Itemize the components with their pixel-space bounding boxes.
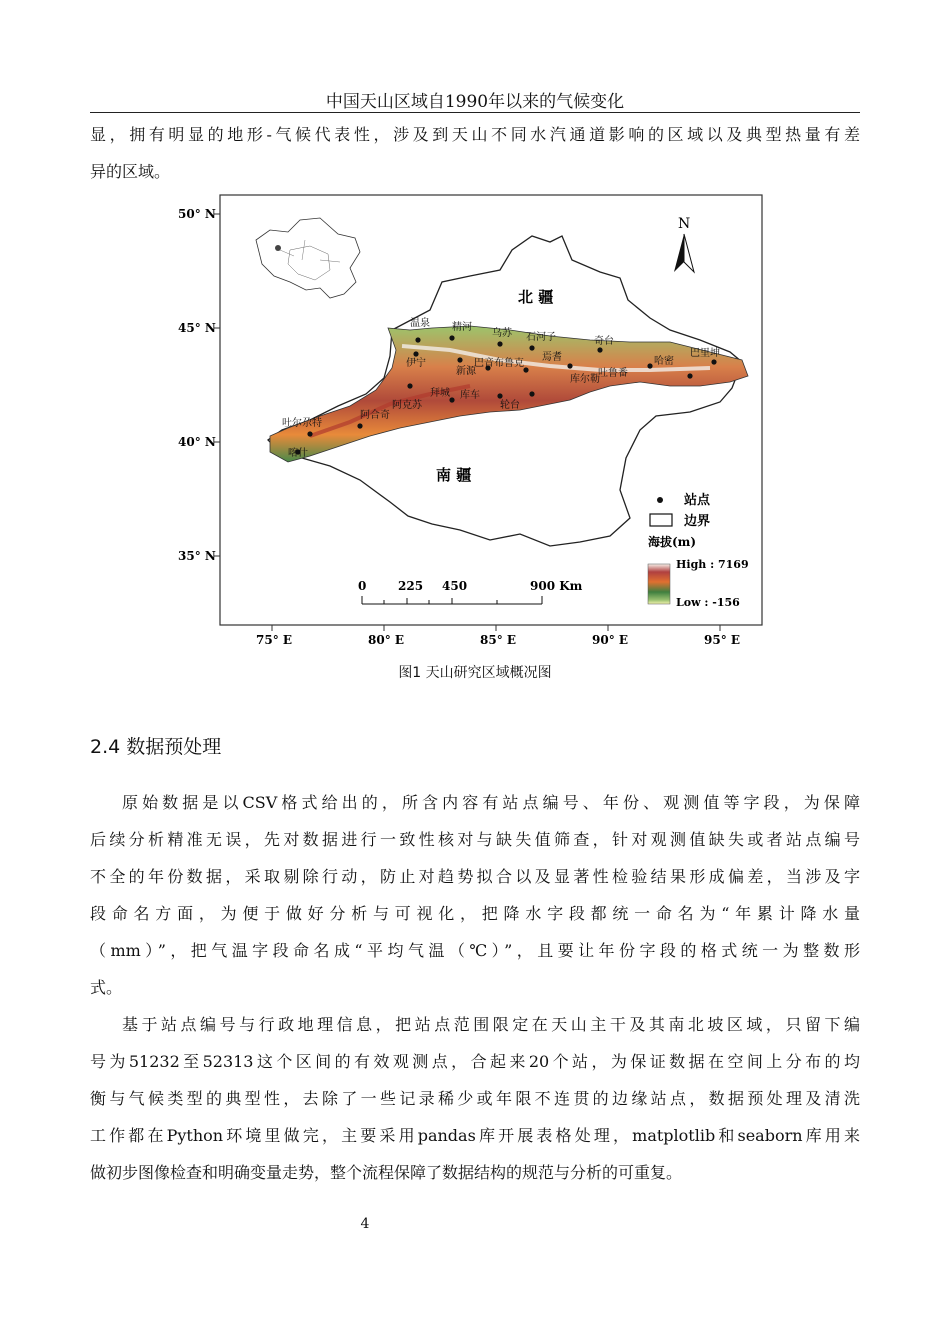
text-line: 式。 (90, 978, 123, 997)
station-legend-icon (657, 497, 663, 503)
lat-axis (178, 207, 220, 563)
section-heading: 2.4 数据预处理 (90, 736, 222, 758)
station-name: 新源 (456, 366, 476, 377)
legend-elevation-title: 海拔(m) (648, 535, 697, 549)
lon-label: 85° E (480, 633, 517, 647)
lat-label: 50° N (178, 207, 216, 221)
text-line: 衡与气候类型的典型性，去除了一些记录稀少或年限不连贯的边缘站点，数据预处理及清洗 (90, 1089, 860, 1108)
legend-station-label: 站点 (684, 493, 711, 508)
station-point (597, 347, 602, 352)
text-line: 做初步图像检查和明确变量走势，整个流程保障了数据结构的规范与分析的可重复。 (90, 1163, 683, 1182)
station-point (449, 397, 454, 402)
boundary-legend-icon (650, 514, 672, 526)
figure-caption: 图1 天山研究区域概况图 (398, 665, 552, 681)
station-name: 轮台 (500, 400, 520, 411)
station-point (523, 367, 528, 372)
station-point (529, 345, 534, 350)
lon-label: 80° E (368, 633, 405, 647)
svg-text:225: 225 (398, 579, 424, 593)
study-area-map (170, 190, 780, 650)
station-name: 伊宁 (406, 358, 426, 369)
station-name: 温泉 (410, 318, 430, 329)
header-rule (90, 112, 860, 113)
text-line: （mm）”，把气温字段命名成“平均气温（℃）”，且要让年份字段的格式统一为整数形 (90, 941, 860, 960)
station-name: 库车 (460, 390, 480, 401)
lat-label: 40° N (178, 435, 216, 449)
station-point (687, 373, 692, 378)
station-point (457, 357, 462, 362)
svg-text:0: 0 (358, 579, 367, 593)
svg-text:900 Km: 900 Km (530, 579, 583, 593)
text-line: 号为51232至52313这个区间的有效观测点，合起来20个站，为保证数据在空间上分布的均 (90, 1052, 860, 1071)
text-line: 后续分析精准无误，先对数据进行一致性核对与缺失值筛查，针对观测值缺失或者站点编号 (90, 830, 860, 849)
station-point (497, 393, 502, 398)
svg-text:450: 450 (442, 579, 468, 593)
station-name: 精河 (452, 322, 472, 333)
text-line: 原始数据是以CSV格式给出的，所含内容有站点编号、年份、观测值等字段，为保障 (122, 793, 860, 812)
station-point (307, 431, 312, 436)
lon-label: 90° E (592, 633, 629, 647)
station-point (357, 423, 362, 428)
legend-boundary-label: 边界 (684, 514, 711, 529)
region-label-south: 南 疆 (436, 466, 472, 484)
text-line: 基于站点编号与行政地理信息，把站点范围限定在天山主干及其南北坡区域，只留下编 (122, 1015, 860, 1034)
station-point (413, 351, 418, 356)
station-name: 拜城 (430, 388, 450, 399)
station-name: 哈密 (654, 356, 674, 367)
region-label-north: 北 疆 (518, 288, 554, 306)
station-point (647, 363, 652, 368)
text-line: 不全的年份数据，采取剔除行动，防止对趋势拟合以及显著性检验结果形成偏差，当涉及字 (90, 867, 860, 886)
paragraph-preprocessing (90, 784, 860, 1006)
station-name: 吐鲁番 (598, 368, 628, 379)
intro-paragraph (90, 116, 860, 190)
station-name: 焉耆 (542, 352, 562, 363)
legend-low-label: Low : -156 (676, 596, 740, 609)
station-point (711, 359, 716, 364)
legend-high-label: High : 7169 (676, 558, 749, 571)
station-name: 喀什 (288, 448, 308, 459)
lat-label: 45° N (178, 321, 216, 335)
text-line: 异的区域。 (90, 162, 171, 181)
station-name: 巴音布鲁克 (474, 358, 524, 369)
station-point (497, 341, 502, 346)
page-header: 中国天山区域自1990年以来的气候变化 (325, 92, 625, 112)
lon-label: 75° E (256, 633, 293, 647)
svg-text:N: N (678, 216, 691, 232)
station-point (567, 363, 572, 368)
text-line: 工作都在Python环境里做完，主要采用pandas库开展表格处理，matplotlib和seaborn库用来 (90, 1126, 860, 1145)
elevation-colorbar (648, 564, 670, 604)
station-point (415, 337, 420, 342)
station-name: 奇台 (594, 336, 614, 347)
paragraph-station-selection (90, 1006, 860, 1191)
station-name: 阿克苏 (392, 400, 422, 411)
station-point (449, 335, 454, 340)
station-name: 阿合奇 (360, 410, 390, 421)
station-point (407, 383, 412, 388)
station-name: 乌苏 (492, 328, 512, 339)
lon-axis (256, 625, 740, 647)
station-name: 库尔勒 (570, 374, 600, 385)
station-name: 吐尔尕特 (282, 418, 322, 429)
station-name: 石河子 (526, 332, 556, 343)
station-point (529, 391, 534, 396)
text-line: 段命名方面，为便于做好分析与可视化，把降水字段都统一命名为“年累计降水量 (90, 904, 860, 923)
lon-label: 95° E (704, 633, 741, 647)
lat-label: 35° N (178, 549, 216, 563)
text-line: 显，拥有明显的地形-气候代表性，涉及到天山不同水汽通道影响的区域以及典型热量有差 (90, 125, 860, 144)
page-number: 4 (360, 1216, 370, 1232)
station-name: 巴里坤 (690, 348, 720, 359)
